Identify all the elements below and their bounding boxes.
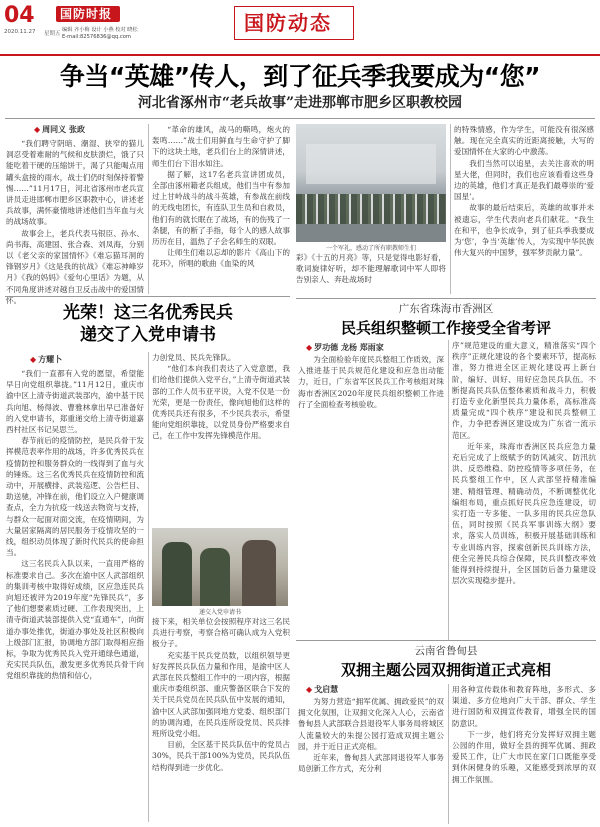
article3-col2b <box>152 616 290 773</box>
paper-name: 国防时报 <box>60 7 113 21</box>
article1-headline: 争当“英雄”传人，到了征兵季我要成为“您” <box>59 62 541 91</box>
byline-text: 罗功德 龙杨 郑雨家 <box>314 343 384 352</box>
article3-byline <box>30 354 62 365</box>
byline-text: 周同义 张政 <box>42 125 85 134</box>
byline-text: 戈启慧 <box>314 685 339 694</box>
section-title: 国防动态 <box>244 11 332 35</box>
article4-headline: 双拥主题公园双拥街道正式亮相 <box>340 661 551 679</box>
issue-date: 2020.11.27 <box>4 29 36 35</box>
paragraph: 目前，全区基干民兵队伍中的党员占30%，民兵干部100%为党员，民兵队伍结构得到进一步优化。 <box>152 740 290 772</box>
paragraph: 故事的最后结束后，英雄的故事并未被遗忘，学生代表向老兵们献花。“我生在和平，也争长成争，到了征兵季我要成为‘您’，争当‘英雄’传人，为实现中华民族伟大复兴的中国梦，强军梦贡献力量”。 <box>454 203 594 258</box>
email: E-mail:82576836@qq.com <box>62 34 131 40</box>
article4-kicker: 云南省鲁甸县 <box>414 645 478 657</box>
article3-photo <box>152 528 288 606</box>
byline-text: 方耀卜 <box>38 355 63 364</box>
byline-diamond-icon: ◆ <box>306 685 313 694</box>
paragraph: 这三名民兵入队以来，一直用严格的标准要求自己。多次在渝中区人武部组织的集训考核中取得好成绩，区应急连民兵向旭还被评为2019年度“先锋民兵”，多了他们想要素质过硬、工作表现突出，上清寺街道武装部提供入党“直通车”，向街道办事处推优，街道办事处及社区积极向上级部门汇报，协调地方部门取得相应指标，争取为优秀民兵入党开通绿色通道，充实民兵队伍，激发更多优秀民兵骨干向党组织靠拢的热情和信心， <box>6 559 144 681</box>
article4-col2 <box>452 684 596 785</box>
paragraph: 力创党员、民兵先锋队。 <box>152 353 236 362</box>
paragraph: 近年来，鲁甸县人武部同退役军人事务局创新工作方式，充分利 <box>298 753 444 774</box>
article4-col1 <box>298 696 444 774</box>
article2-col1 <box>298 354 444 410</box>
paragraph: “他们本向我们表达了入党意愿，我们给他们提供入党平台，”上清寺街道武装部的工作人员韦亚平说，入党不仅是一份光荣，更是一份责任，像向旭他们这样的优秀民兵还有很多，不少民兵表示，希望能向党组织靠拢，以党员身份严格要求自己，在工作中发挥先锋模范作用。 <box>152 364 290 441</box>
byline-diamond-icon: ◆ <box>30 355 37 364</box>
paragraph: 为努力营造“拥军优属、拥政爱民”的双拥文化氛围，让双拥文化深入人心，云南省鲁甸县人武部联合县退役军人事务局将城区人流量较大的朱提公园打造成双拥主题公园，并于近日正式亮相。 <box>298 697 444 751</box>
article1-col4 <box>454 124 594 258</box>
article3-col1 <box>6 368 144 682</box>
paragraph: 充实基干民兵党员数，以组织领导更好发挥民兵队伍力量和作用，是渝中区人武部在民兵整组工作中的一项内容，根据重庆市委组织部、重庆警备区联合下发的关于民兵党员在民兵队伍中发展的通知，渝中区人武部加强同地方党委、组织部门的协调沟通，在民兵连所设党员、民兵排班所设党小组。 <box>152 650 290 739</box>
contact-line: 编辑 齐小梅 设计 小燕 校对 晓松 <box>62 27 138 33</box>
paragraph: 让师生们难以忘却的影片《高山下的花环》，所唱的歌曲《血染的风 <box>152 248 290 269</box>
paragraph: 下一步，他们将充分发挥好双拥主题公园的作用，做好全县的拥军优属、拥政爱民工作，让广大市民在家门口既能享受到休闲健身的乐趣，又能感受到浓厚的双拥工作氛围。 <box>452 729 596 784</box>
masthead <box>0 0 600 58</box>
article3-col2 <box>152 352 290 442</box>
paragraph: 春节前后的疫情防控，是民兵骨干发挥模范表率作用的战场，许多优秀民兵在疫情防控和服务群众的一线得到了血与火的锤炼。这三名优秀民兵在疫情防控和流动中，开展横排、武装巡逻、公告栏目、助送驰，冲锋在前，他们设立入户健康调查点，全力为抗疫一线送去物资与支持，与群众一起面对面交流，在疫情期间，为大量居家隔离的居民服务于疫情攻坚的一线，组织动员体现了新时代民兵的使命担当。 <box>6 436 144 558</box>
paragraph: 故事会上，老兵代表马银臣、孙水、尚书海、高建国、张合森、刘凤海，分别以《老父亲的家国情怀》《难忘猫耳洞的锋钢岁月》《这是我的抗战》《难忘神峰岁月》《我的妈妈》《爱句心里话》为题，从不同角度讲述对越自卫反击战中的爱国情怀。 <box>6 228 144 305</box>
byline-diamond-icon: ◆ <box>34 125 41 134</box>
paragraph: “革命的雄风，战马的嘶鸣，炮火的轰鸣……”战士们用鲜血与生命守护了脚下的这块土地，老兵们台上的深情讲述，师生们台下泪水如注。 <box>152 125 290 168</box>
paragraph: 彩》《十五的月亮》等，只是觉得电影好看，歌词旋律好听，却不能理解歌词中军人即将告别亲人、奔赴战场时 <box>296 253 446 285</box>
article2-col2 <box>452 340 596 586</box>
article2-byline <box>306 342 384 353</box>
paragraph: “我们一直都有入党的愿望，希望能早日向党组织靠拢。”11月12日，重庆市渝中区上清寺街道武装部内，渝中基干民兵向旭、杨得波、曹雅林拿出早已准备好的入党申请书，郑重递交给上清寺街道嘉西村社区书记吴思兰。 <box>6 369 144 435</box>
article1-photo <box>296 124 446 242</box>
article3-headline: 光荣！这三名优秀民兵 递交了入党申请书 <box>63 303 233 345</box>
article1-col1 <box>6 138 144 306</box>
paragraph: 接下来，相关单位会按照程序对这三名民兵进行考察，考察合格可确认成为入党积极分子。 <box>152 617 290 649</box>
paragraph: 据了解，这17名老兵宣讲团成员，全部由涿州籍老兵组成，他们当中有参加过上甘岭战斗的战斗英雄，有参战在前线的无线电团长，有连队卫生员和自救员，他们有的就长眠在了战场，有的伤残了一条腿，有的断了手指，每个人的感人故事历历在目，温热了子会名师生的双眼。 <box>152 169 290 247</box>
paragraph: 为全面检验年度民兵整组工作质效，深入推进基于民兵规范化建设和应急出动能力，近日，广东省军区民兵工作考核组对珠海市香洲区2020年度民兵组织整顿工作进行了全面检查考核验收。 <box>298 355 444 409</box>
paragraph: 我们当然可以追星，去关注喜欢的明星大佬，但同时，我们也应该看看这些身边的英雄，他们才真正是我们最尊崇的‘爱国星’。 <box>454 158 594 202</box>
article4-byline <box>306 684 338 695</box>
page-number: 04 <box>4 3 35 28</box>
article1-col3 <box>296 252 446 286</box>
article1-byline <box>34 124 85 135</box>
article1-col2 <box>152 124 290 270</box>
article1-subhead: 河北省涿州市“老兵故事”走进那郸市肥乡区职教校园 <box>137 95 463 111</box>
article2-headline: 民兵组织整顿工作接受全省考评 <box>340 319 551 337</box>
paragraph: 用各种宣传载体和教育阵地，多形式、多渠道、多方位地向广大干部、群众、学生进行国防和双拥宣传教育，增强全民的国防意识。 <box>452 685 596 728</box>
paragraph: 近年来，珠海市香洲区民兵应急力量充后完成了上级赋予的防风减灾、防汛抗洪、反恐维稳、防控疫情等多项任务，在民兵整组工作中，区人武部坚持精准编建、精细管理、精确动员，不断调整优化编组布局，重点抓好民兵应急连建设，切实打造一专多能、一队多用的民兵应急队伍，同时按照《民兵军事训练大纲》要求，落实人员训练，积极开展基础训练和专业训练内容，探索创新民兵训练方法，使全完善民兵综合保障，民兵训整改率效能得到持续提升，全区国防后备力量建设层次实现稳步提升。 <box>452 441 596 586</box>
paragraph: 的特殊情感，作为学生，可能没有很深感触。现在完全真实的近距离接触，大写的爱国情怀在大家的心中激荡。 <box>454 125 594 157</box>
paragraph: “我们聘守阴暗、潮湿、狭窄的猫儿洞忍受着难耐的气候和皮肤溃烂，饿了只能吃着干硬的压缩饼干，渴了只能喝点用罐头盒接的雨水，战士们仍时刻保持着警惕……”11月17日，河北省涿州市老兵宣讲员走进邯郸市肥乡区职教中心，讲述老兵故事，满怀豪情地讲述他们当年血与火的战场故事。 <box>6 139 144 227</box>
article3-photo-caption: 递交入党申请书 <box>198 609 241 616</box>
byline-diamond-icon: ◆ <box>306 343 313 352</box>
article1-photo-caption: 一个军礼，感动了所有职教师生们 <box>325 245 416 252</box>
paragraph: 序”规范建设的重大意义，精准落实“四个秩序”正规化建设的各个要素环节，提高标准，努力推进全区正规化建设再上新台阶，编好、训好、用好应急民兵队伍。不断提高民兵队伍整体素质和战斗力，积极打造专业化新型民兵力量体系，高标准高质量完成“四个秩序”建设和民兵整顿工作，力争把香洲区建设成为广东省一流示范区。 <box>452 341 596 440</box>
article2-kicker: 广东省珠海市香洲区 <box>398 303 494 315</box>
weekday-label: 星期五 <box>44 31 61 37</box>
